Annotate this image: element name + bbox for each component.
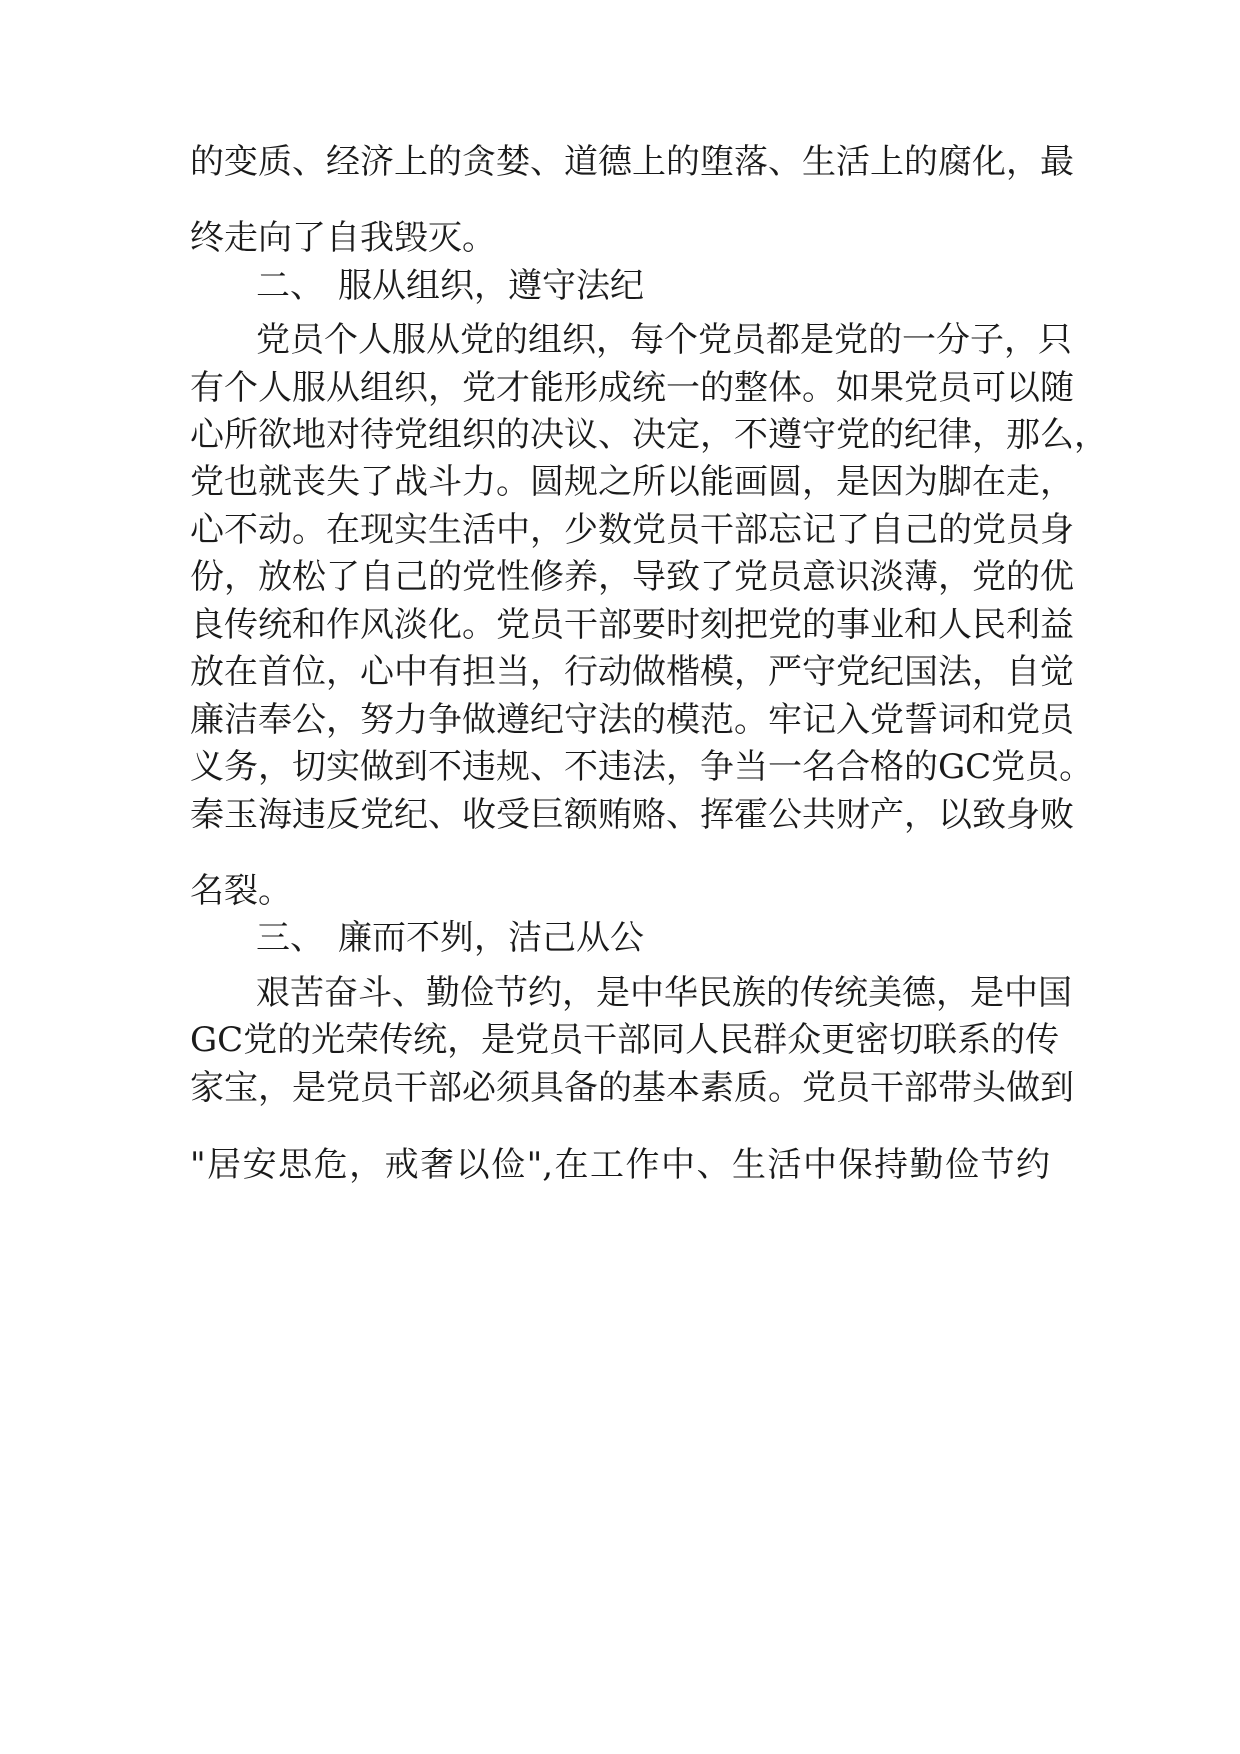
paragraph-line: 终走向了自我毁灭。 [190, 218, 496, 258]
paragraph-line: 艰苦奋斗、勤俭节约，是中华民族的传统美德，是中国 [256, 973, 1072, 1013]
paragraph-line: "居安思危，戒奢以俭",在工作中、生活中保持勤俭节约 [190, 1145, 1050, 1185]
section-heading [256, 918, 1116, 958]
paragraph-line: 党也就丧失了战斗力。圆规之所以能画圆，是因为脚在走， [190, 462, 1074, 502]
paragraph-line: 放在首位，心中有担当，行动做楷模，严守党纪国法，自觉 [190, 652, 1074, 692]
paragraph-line: 有个人服从组织，党才能形成统一的整体。如果党员可以随 [190, 368, 1074, 408]
section-title: 服从组织，遵守法纪 [338, 266, 644, 306]
paragraph-line: GC党的光荣传统，是党员干部同人民群众更密切联系的传 [190, 1020, 1060, 1060]
paragraph-line: 家宝，是党员干部必须具备的基本素质。党员干部带头做到 [190, 1068, 1074, 1108]
paragraph-line: 义务，切实做到不违规、不违法，争当一名合格的GC党员。 [190, 747, 1094, 787]
section-heading [256, 266, 1116, 306]
paragraph-line: 党员个人服从党的组织，每个党员都是党的一分子，只 [256, 320, 1072, 360]
paragraph-line: 良传统和作风淡化。党员干部要时刻把党的事业和人民利益 [190, 605, 1074, 645]
section-number: 二、 [256, 266, 324, 306]
section-number: 三、 [256, 918, 324, 958]
paragraph-line: 份，放松了自己的党性修养，导致了党员意识淡薄，党的优 [190, 557, 1074, 597]
paragraph-line: 心不动。在现实生活中，少数党员干部忘记了自己的党员身 [190, 510, 1074, 550]
paragraph-line: 的变质、经济上的贪婪、道德上的堕落、生活上的腐化，最 [190, 142, 1074, 182]
section-title: 廉而不刿，洁己从公 [338, 918, 644, 958]
paragraph-line: 名裂。 [190, 871, 292, 911]
paragraph-line: 秦玉海违反党纪、收受巨额贿赂、挥霍公共财产，以致身败 [190, 795, 1074, 835]
paragraph-line: 廉洁奉公，努力争做遵纪守法的模范。牢记入党誓词和党员 [190, 700, 1074, 740]
paragraph-line: 心所欲地对待党组织的决议、决定，不遵守党的纪律，那么， [190, 415, 1108, 455]
